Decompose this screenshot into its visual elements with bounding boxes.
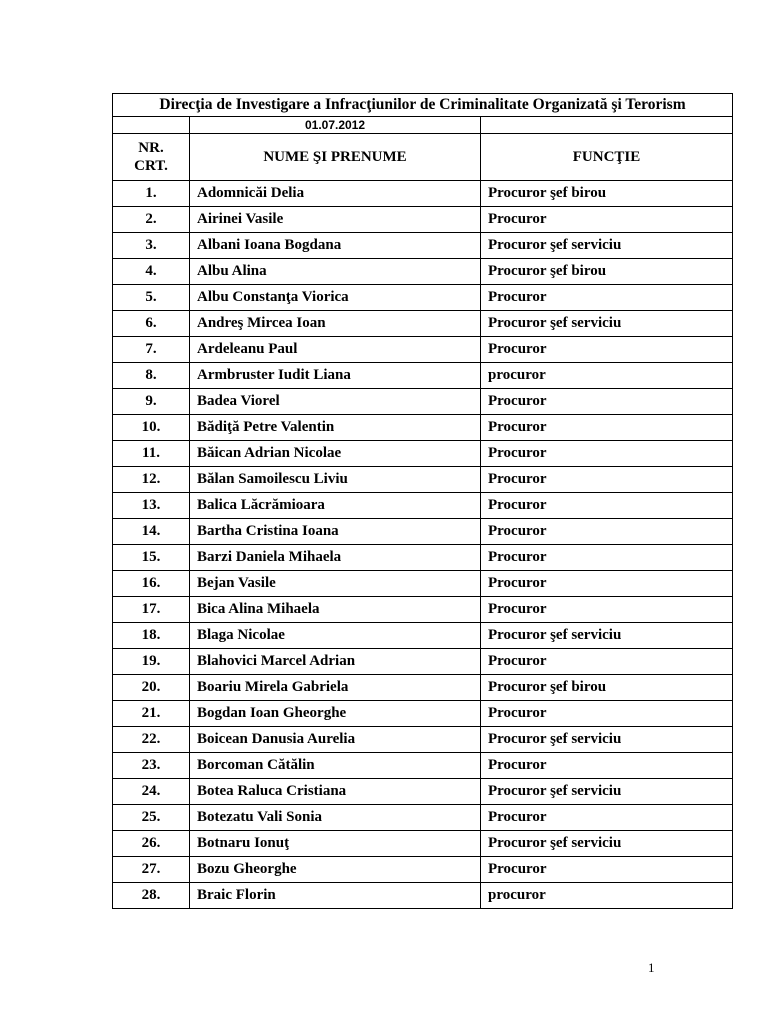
table-row [113, 701, 733, 727]
date-row-blank-cell [113, 117, 190, 134]
row-function: Procuror [481, 467, 733, 493]
row-name: Borcoman Cătălin [190, 753, 481, 779]
row-function: procuror [481, 363, 733, 389]
row-name: Airinei Vasile [190, 207, 481, 233]
column-header-nr-line1: NR. [138, 140, 164, 156]
row-number: 27. [113, 857, 190, 883]
row-name: Albu Alina [190, 259, 481, 285]
row-name: Ardeleanu Paul [190, 337, 481, 363]
table-row [113, 285, 733, 311]
row-function: Procuror [481, 545, 733, 571]
row-function: Procuror [481, 805, 733, 831]
table-row [113, 753, 733, 779]
row-function: Procuror [481, 519, 733, 545]
table-row [113, 493, 733, 519]
row-name: Boicean Danusia Aurelia [190, 727, 481, 753]
row-function: Procuror şef serviciu [481, 233, 733, 259]
row-number: 7. [113, 337, 190, 363]
row-name: Balica Lăcrămioara [190, 493, 481, 519]
table-row [113, 623, 733, 649]
table-row [113, 181, 733, 207]
table-row [113, 389, 733, 415]
date-row [113, 117, 733, 134]
row-name: Barzi Daniela Mihaela [190, 545, 481, 571]
table-row [113, 467, 733, 493]
row-number: 5. [113, 285, 190, 311]
row-number: 24. [113, 779, 190, 805]
column-header-name: NUME ŞI PRENUME [190, 134, 481, 181]
row-number: 12. [113, 467, 190, 493]
row-name: Bălan Samoilescu Liviu [190, 467, 481, 493]
row-number: 4. [113, 259, 190, 285]
row-number: 17. [113, 597, 190, 623]
table-row [113, 363, 733, 389]
row-name: Badea Viorel [190, 389, 481, 415]
document-date: 01.07.2012 [190, 117, 481, 134]
row-name: Bejan Vasile [190, 571, 481, 597]
row-number: 20. [113, 675, 190, 701]
table-row [113, 675, 733, 701]
row-function: Procuror [481, 493, 733, 519]
row-function: Procuror [481, 753, 733, 779]
row-function: Procuror şef serviciu [481, 831, 733, 857]
row-function: Procuror [481, 389, 733, 415]
row-name: Braic Florin [190, 883, 481, 909]
row-number: 10. [113, 415, 190, 441]
table-row [113, 415, 733, 441]
table-row [113, 545, 733, 571]
column-header-function: FUNCŢIE [481, 134, 733, 181]
header-row [113, 134, 733, 181]
table-row [113, 649, 733, 675]
row-name: Blaga Nicolae [190, 623, 481, 649]
row-function: Procuror [481, 597, 733, 623]
row-name: Botea Raluca Cristiana [190, 779, 481, 805]
table-row [113, 207, 733, 233]
row-number: 15. [113, 545, 190, 571]
row-name: Albu Constanţa Viorica [190, 285, 481, 311]
date-row-blank-cell [481, 117, 733, 134]
row-function: Procuror [481, 285, 733, 311]
table-row [113, 883, 733, 909]
table-row [113, 311, 733, 337]
row-number: 19. [113, 649, 190, 675]
table-row [113, 779, 733, 805]
row-number: 9. [113, 389, 190, 415]
row-function: Procuror [481, 337, 733, 363]
table-row [113, 233, 733, 259]
row-number: 3. [113, 233, 190, 259]
row-number: 26. [113, 831, 190, 857]
row-name: Băican Adrian Nicolae [190, 441, 481, 467]
row-function: Procuror [481, 649, 733, 675]
row-number: 25. [113, 805, 190, 831]
row-name: Bartha Cristina Ioana [190, 519, 481, 545]
row-function: Procuror şef birou [481, 675, 733, 701]
row-number: 11. [113, 441, 190, 467]
row-function: Procuror [481, 441, 733, 467]
row-function: Procuror [481, 701, 733, 727]
row-number: 1. [113, 181, 190, 207]
row-number: 8. [113, 363, 190, 389]
row-number: 14. [113, 519, 190, 545]
row-name: Adomnicăi Delia [190, 181, 481, 207]
row-name: Boariu Mirela Gabriela [190, 675, 481, 701]
row-name: Albani Ioana Bogdana [190, 233, 481, 259]
row-number: 6. [113, 311, 190, 337]
row-name: Blahovici Marcel Adrian [190, 649, 481, 675]
table-row [113, 727, 733, 753]
document-title: Direcţia de Investigare a Infracţiunilor de Criminalitate Organizată şi Terorism [113, 94, 733, 117]
table-row [113, 441, 733, 467]
row-number: 18. [113, 623, 190, 649]
row-function: Procuror şef serviciu [481, 311, 733, 337]
row-function: Procuror şef birou [481, 181, 733, 207]
row-number: 21. [113, 701, 190, 727]
row-number: 22. [113, 727, 190, 753]
table-row [113, 259, 733, 285]
row-name: Bica Alina Mihaela [190, 597, 481, 623]
row-name: Armbruster Iudit Liana [190, 363, 481, 389]
row-number: 16. [113, 571, 190, 597]
row-number: 23. [113, 753, 190, 779]
table-row [113, 597, 733, 623]
row-name: Botezatu Vali Sonia [190, 805, 481, 831]
row-function: Procuror [481, 207, 733, 233]
row-function: Procuror şef serviciu [481, 623, 733, 649]
row-function: Procuror şef serviciu [481, 779, 733, 805]
row-function: Procuror [481, 415, 733, 441]
column-header-nr [113, 134, 190, 181]
row-name: Bădiţă Petre Valentin [190, 415, 481, 441]
row-number: 28. [113, 883, 190, 909]
row-number: 2. [113, 207, 190, 233]
row-function: Procuror [481, 571, 733, 597]
row-name: Bogdan Ioan Gheorghe [190, 701, 481, 727]
row-function: Procuror [481, 857, 733, 883]
table-row [113, 857, 733, 883]
title-row [113, 94, 733, 117]
row-function: procuror [481, 883, 733, 909]
row-name: Botnaru Ionuţ [190, 831, 481, 857]
column-header-nr-line2: CRT. [134, 158, 168, 174]
row-name: Andreş Mircea Ioan [190, 311, 481, 337]
row-function: Procuror şef serviciu [481, 727, 733, 753]
table-row [113, 805, 733, 831]
staff-table [112, 93, 733, 909]
table-row [113, 571, 733, 597]
row-number: 13. [113, 493, 190, 519]
table-row [113, 519, 733, 545]
row-function: Procuror şef birou [481, 259, 733, 285]
table-row [113, 337, 733, 363]
table-row [113, 831, 733, 857]
page-number: 1 [648, 960, 655, 975]
row-name: Bozu Gheorghe [190, 857, 481, 883]
